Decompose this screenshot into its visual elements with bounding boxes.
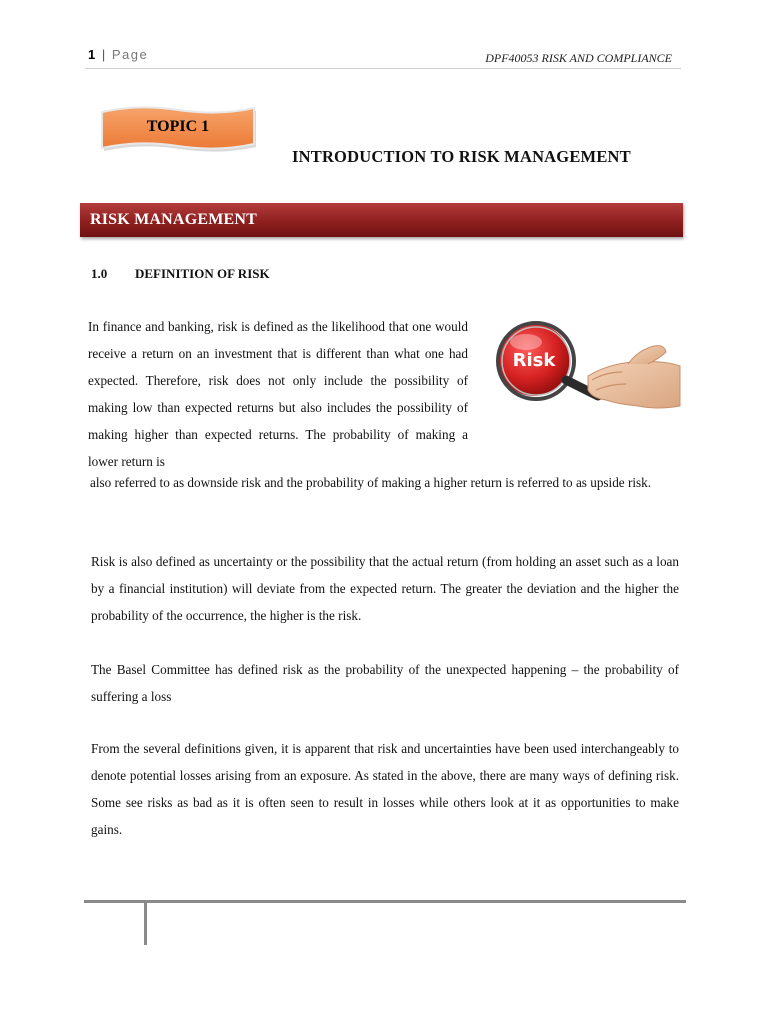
course-code-header: DPF40053 RISK AND COMPLIANCE <box>485 51 672 65</box>
section-banner <box>80 203 683 237</box>
header-divider <box>85 68 681 69</box>
paragraph-basel-definition: The Basel Committee has defined risk as the probability of the unexpected happening – the probability of suffering a loss <box>91 662 679 704</box>
paragraph-definition-1-continued: also referred to as downside risk and the probability of making a higher return is referred to as upside risk. <box>90 475 652 490</box>
paragraph-definition-2: Risk is also defined as uncertainty or the possibility that the actual return (from holding an asset such as a loan by a financial institution) will deviate from the expected return. The greater the deviation and the higher the probability of the occurrence, the higher is the risk. <box>91 554 679 623</box>
footer-divider <box>84 900 686 903</box>
page-title: INTRODUCTION TO RISK MANAGEMENT <box>292 147 631 166</box>
illustration-badge-text: Risk <box>512 350 556 371</box>
page-number: 1 <box>88 47 97 62</box>
page-separator: | <box>101 47 107 62</box>
page-word: Page <box>111 47 149 62</box>
paragraph-definition-1: In finance and banking, risk is defined as the likelihood that one would receive a return on an investment that is different than what one had expected. Therefore, risk does not only include the possibility of making low than expected returns but also includes the possibility of making higher than expected returns. The probability of making a lower return is <box>88 319 468 469</box>
section-banner-label: RISK MANAGEMENT <box>90 211 258 228</box>
section-subheading <box>91 266 270 282</box>
topic-label: TOPIC 1 <box>146 118 210 135</box>
subheading-title: DEFINITION OF RISK <box>135 266 270 281</box>
magnifying-glass-risk-icon <box>488 306 682 428</box>
risk-magnifier-illustration <box>488 306 682 428</box>
page-number-header <box>88 47 148 62</box>
topic-badge <box>98 104 258 154</box>
footer-vertical-tick <box>144 901 147 945</box>
subheading-number: 1.0 <box>91 266 108 281</box>
paragraph-summary: From the several definitions given, it is apparent that risk and uncertainties have been used interchangeably to denote potential losses arising from an exposure. As stated in the above, there are many ways of defining risk. Some see risks as bad as it is often seen to result in losses while others look at it as opportunities to make gains. <box>91 741 679 837</box>
